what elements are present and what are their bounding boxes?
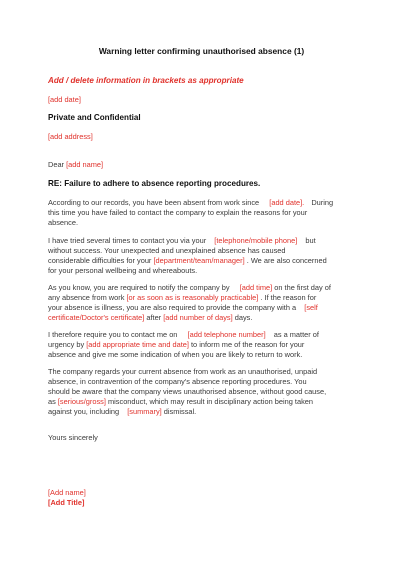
- p2-contact-placeholder: [telephone/mobile phone]: [214, 236, 298, 245]
- document-title: Warning letter confirming unauthorised absence (1): [98, 46, 305, 56]
- p5-text: as: [48, 397, 56, 406]
- p4-text: as a matter of: [273, 330, 319, 339]
- p3-text: As you know, you are required to notify the company by: [48, 283, 230, 292]
- p3-text: on the first day of: [274, 283, 331, 292]
- p4-text: to inform me of the reason for your: [191, 340, 305, 349]
- p2-text: without success. Your unexpected and unexplained absence has caused: [48, 246, 286, 255]
- p3-time-placeholder: [add time]: [239, 283, 273, 292]
- p4-text: urgency by: [48, 340, 85, 349]
- p4-text: I therefore require you to contact me on: [48, 330, 178, 339]
- p4-datetime-placeholder: [add appropriate time and date]: [86, 340, 189, 349]
- signature-name-placeholder: [Add name]: [48, 488, 86, 497]
- p1-text: this time you have failed to contact the company to explain the reasons for your: [48, 208, 308, 217]
- p3-certificate-placeholder: certificate/Doctor's certificate]: [48, 313, 145, 322]
- p1-date-placeholder: [add date].: [269, 198, 305, 207]
- p4-phone-placeholder: [add telephone number]: [187, 330, 266, 339]
- private-heading: Private and Confidential: [48, 113, 141, 122]
- p2-text: I have tried several times to contact you via your: [48, 236, 207, 245]
- p5-text: absence, in contravention of the company's absence reporting procedures. You: [48, 377, 307, 386]
- dear-text: Dear: [48, 160, 65, 169]
- signature-title-placeholder: [Add Title]: [48, 498, 85, 507]
- p2-text: . We are also concerned: [246, 256, 327, 265]
- p3-text: after: [146, 313, 162, 322]
- paragraph-1: [48, 198, 360, 228]
- p5-text: misconduct, which may result in disciplinary action being taken: [108, 397, 313, 406]
- p3-days-placeholder: [add number of days]: [163, 313, 233, 322]
- p1-text: absence.: [48, 218, 78, 227]
- p5-text: The company regards your current absence from work as an unauthorised, unpaid: [48, 367, 318, 376]
- paragraph-3: [48, 283, 360, 323]
- p1-text: During: [311, 198, 334, 207]
- address-placeholder: [add address]: [48, 132, 93, 141]
- p3-practicable-placeholder: [or as soon as is reasonably practicable]: [126, 293, 259, 302]
- instruction-note: Add / delete information in brackets as appropriate: [48, 76, 244, 85]
- date-placeholder: [add date]: [48, 95, 81, 104]
- p2-text: for your personal wellbeing and whereabouts.: [48, 266, 198, 275]
- subject-line: RE: Failure to adhere to absence reporting procedures.: [48, 179, 261, 188]
- p3-text: any absence from work: [48, 293, 125, 302]
- p3-text: days.: [234, 313, 253, 322]
- p2-text: but: [305, 236, 316, 245]
- paragraph-2: [48, 236, 360, 276]
- p5-text: against you, including: [48, 407, 120, 416]
- p5-severity-placeholder: [serious/gross]: [57, 397, 106, 406]
- closing: Yours sincerely: [48, 433, 98, 442]
- paragraph-4: [48, 330, 360, 360]
- p4-text: absence and give me some indication of when you are likely to return to work.: [48, 350, 303, 359]
- p2-text: considerable difficulties for your: [48, 256, 152, 265]
- p3-text: your absence is illness, you are also required to provide the company with a: [48, 303, 297, 312]
- p5-text: should be aware that the company views unauthorised absence, without good cause,: [48, 387, 327, 396]
- p5-text: dismissal.: [163, 407, 197, 416]
- p3-certificate-placeholder: [self: [304, 303, 318, 312]
- p1-text: According to our records, you have been absent from work since: [48, 198, 260, 207]
- salutation: [48, 160, 360, 170]
- p2-department-placeholder: [department/team/manager]: [153, 256, 245, 265]
- p5-summary-placeholder: [summary]: [127, 407, 162, 416]
- p3-text: . If the reason for: [260, 293, 317, 302]
- recipient-name-placeholder: [add name]: [66, 160, 104, 169]
- paragraph-5: [48, 367, 360, 417]
